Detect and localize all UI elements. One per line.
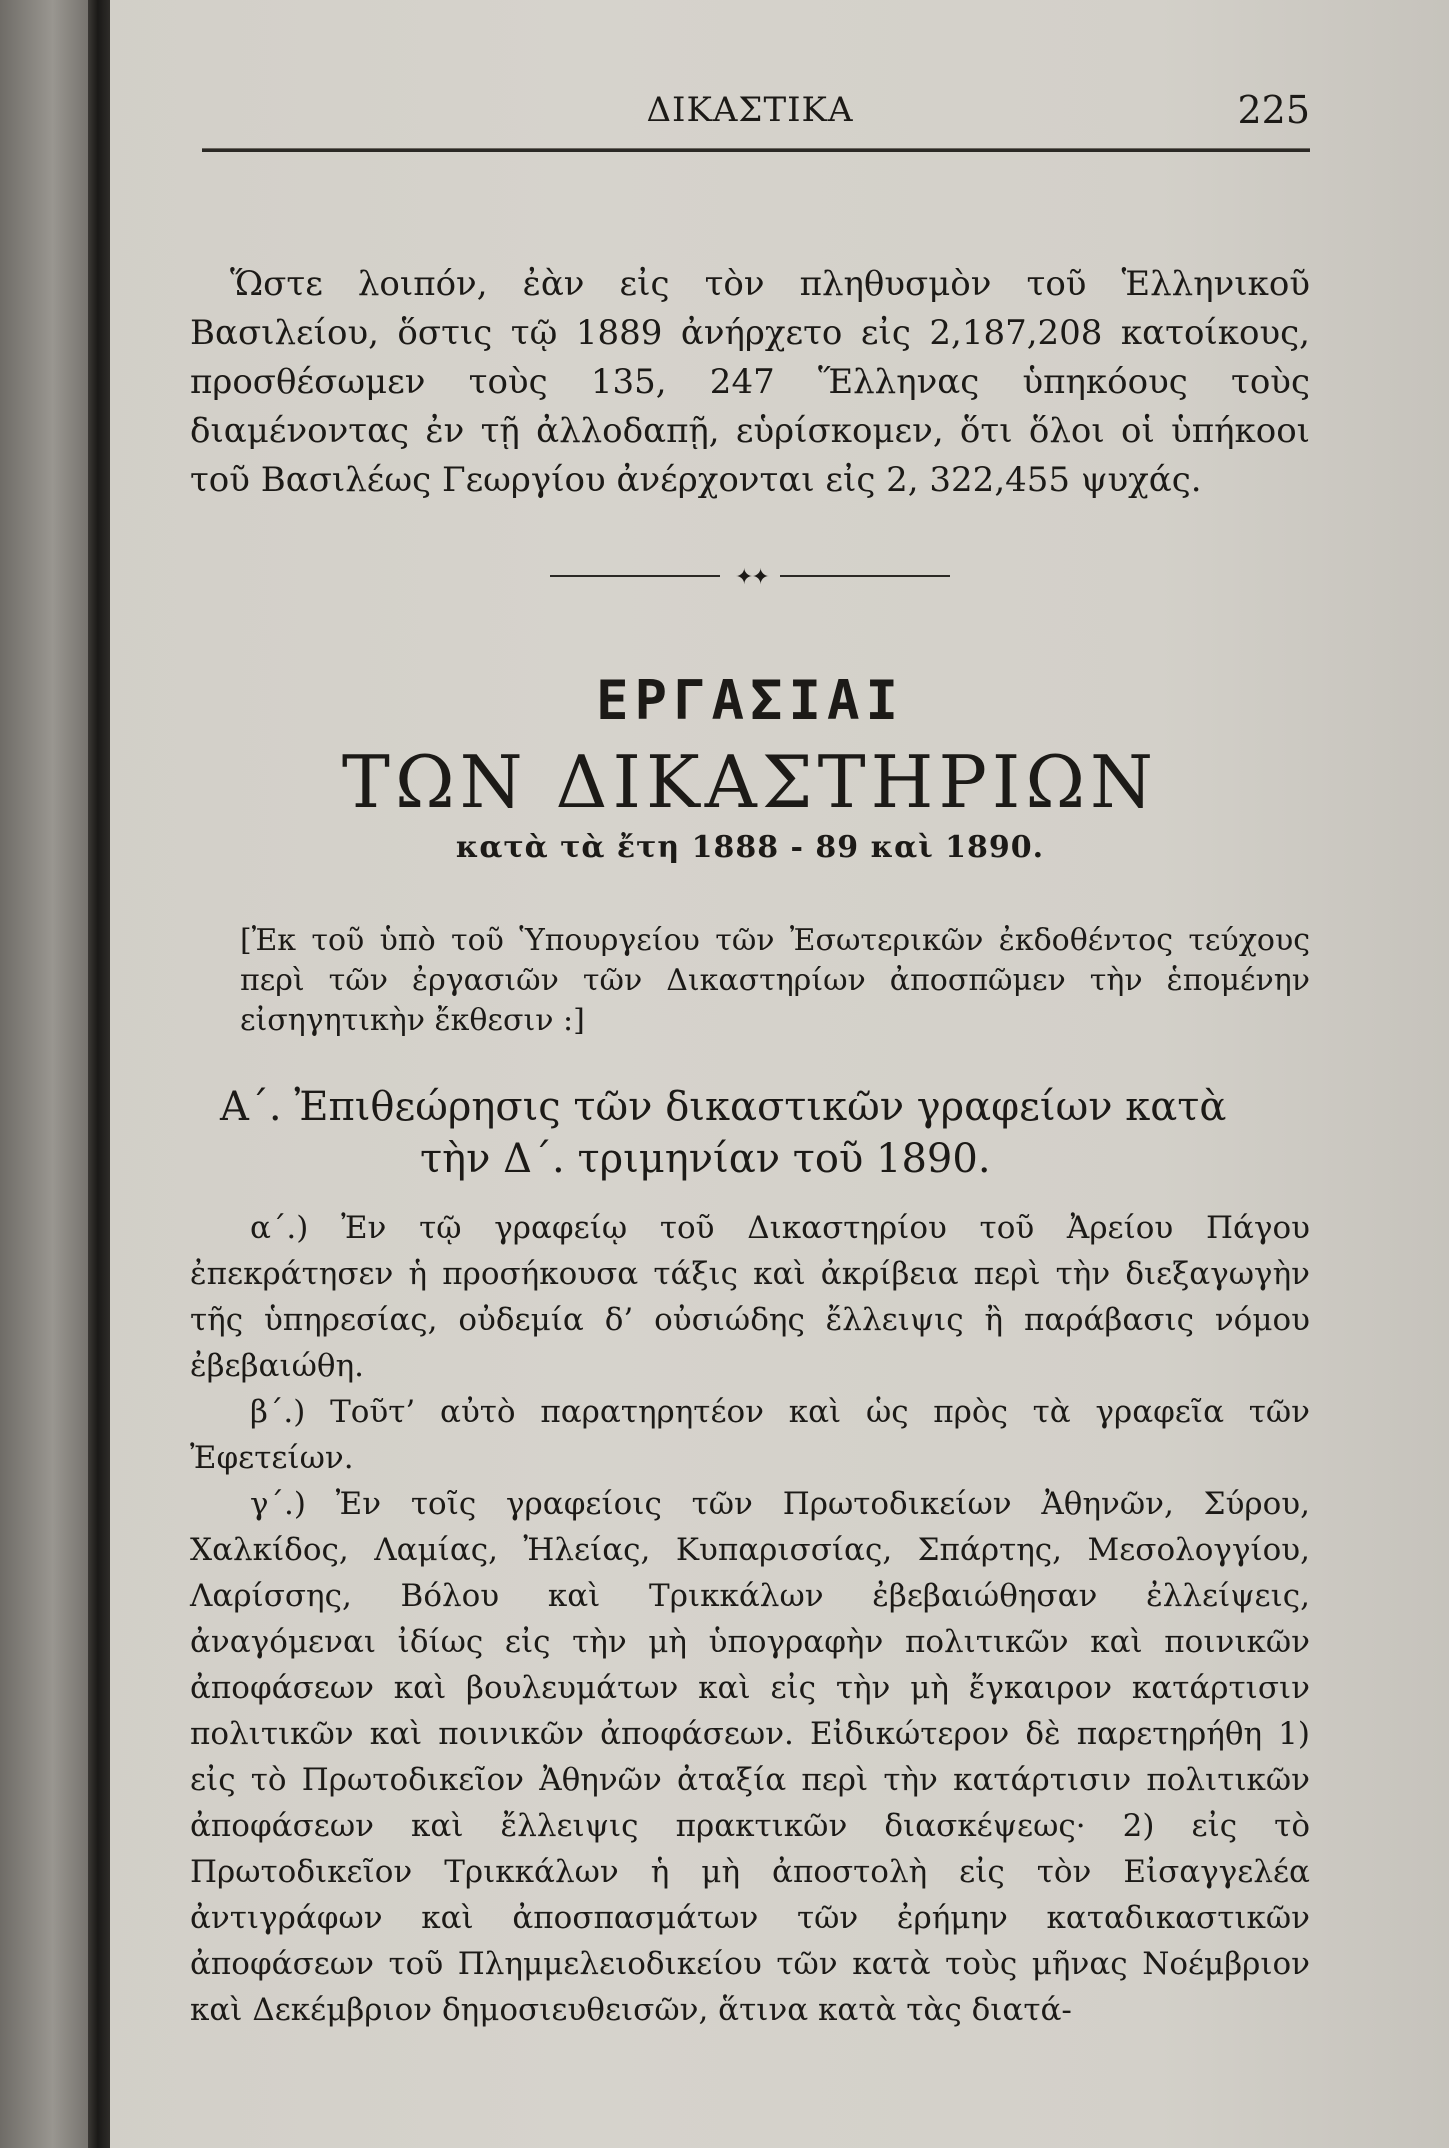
facing-page-edge [0, 0, 88, 2148]
ornament-glyph: ✦✦ [735, 565, 768, 590]
ornament-line-right [780, 575, 950, 577]
section-heading [190, 1081, 1310, 1185]
title-subtitle: κατὰ τὰ ἔτη 1888 - 89 καὶ 1890. [455, 830, 1045, 865]
section-heading-line-1: Α΄. Ἐπιθεώρησις τῶν δικαστικῶν γραφείων κατὰ [220, 1084, 1227, 1130]
body-paragraph-c: γ΄.) Ἐν τοῖς γραφείοις τῶν Πρωτοδικείων Ἀθηνῶν, Σύρου, Χαλκίδος, Λαμίας, Ἠλείας, Κυπαρισσίας, Σπάρτης, Μεσολογγίου, Λαρίσσης, Βόλου καὶ Τρικκάλων ἐβεβαιώθησαν ἐλλείψεις, ἀναγόμεναι ἰδίως εἰς τὴν μὴ ὑπογραφὴν πολιτικῶν καὶ ποινικῶν ἀποφάσεων καὶ βουλευμάτων καὶ εἰς τὴν μὴ ἔγκαιρον κατάρτισιν πολιτικῶν καὶ ποινικῶν ἀποφάσεων. Εἰδικώτερον δὲ παρετηρήθη 1) εἰς τὸ Πρωτοδικεῖον Ἀθηνῶν ἀταξία περὶ τὴν κατάρτισιν πολιτικῶν ἀποφάσεων καὶ ἔλλειψις πρακτικῶν διασκέψεως· 2) εἰς τὸ Πρωτοδικεῖον Τρικκάλων ἡ μὴ ἀποστολὴ εἰς τὸν Εἰσαγγελέα ἀντιγράφων καὶ ἀποσπασμάτων τῶν ἐρήμην καταδικαστικῶν ἀποφάσεων τοῦ Πλημμελειοδικείου τῶν κατὰ τοὺς μῆνας Νοέμβριον καὶ Δεκέμβριον δημοσιευθεισῶν, ἅτινα κατὰ τὰς διατά- [190, 1486, 1310, 2028]
page-header [190, 80, 1310, 140]
section-body [190, 1205, 1310, 2033]
running-title: ΔΙΚΑΣΤΙΚΑ [646, 90, 854, 130]
header-rule [202, 148, 1310, 152]
page-number: 225 [1237, 88, 1310, 132]
body-paragraph-a: α΄.) Ἐν τῷ γραφείῳ τοῦ Δικαστηρίου τοῦ Ἀρείου Πάγου ἐπεκράτησεν ἡ προσήκουσα τάξις καὶ ἀκρίβεια περὶ τὴν διεξαγωγὴν τῆς ὑπηρεσίας, οὐδεμία δ’ οὐσιώδης ἔλλειψις ἢ παράβασις νόμου ἐβεβαιώθη. [190, 1210, 1310, 1384]
ornament-divider [550, 561, 950, 591]
intro-paragraph: Ὥστε λοιπόν, ἐὰν εἰς τὸν πληθυσμὸν τοῦ Ἑλληνικοῦ Βασιλείου, ὅστις τῷ 1889 ἀνήρχετο εἰς 2,187,208 κατοίκους, προσθέσωμεν τοὺς 135, 247 Ἕλληνας ὑπηκόους τοὺς διαμένοντας ἐν τῇ ἀλλοδαπῇ, εὑρίσκομεν, ὅτι ὅλοι οἱ ὑπήκοοι τοῦ Βασιλέως Γεωργίου ἀνέρχονται εἰς 2, 322,455 ψυχάς. [190, 264, 1310, 500]
ornament-line-left [550, 575, 720, 577]
book-spine [88, 0, 110, 2148]
title-small: ΕΡΓΑΣΙΑΙ [595, 669, 905, 732]
title-large: ΤΩΝ ΔΙΚΑΣΤΗΡΙΩΝ [341, 740, 1159, 824]
page-content [190, 80, 1310, 2033]
body-paragraph-b: β΄.) Τοῦτ’ αὐτὸ παρατηρητέον καὶ ὡς πρὸς τὰ γραφεῖα τῶν Ἐφετείων. [190, 1394, 1310, 1476]
section-heading-line-2: τὴν Δ΄. τριμηνίαν τοῦ 1890. [420, 1136, 991, 1182]
editorial-note: [Ἐκ τοῦ ὑπὸ τοῦ Ὑπουργείου τῶν Ἐσωτερικῶν ἐκδοθέντος τεύχους περὶ τῶν ἐργασιῶν τῶν Δικαστηρίων ἀποσπῶμεν τὴν ἑπομένην εἰσηγητικὴν ἔκθεσιν :] [240, 923, 1310, 1038]
